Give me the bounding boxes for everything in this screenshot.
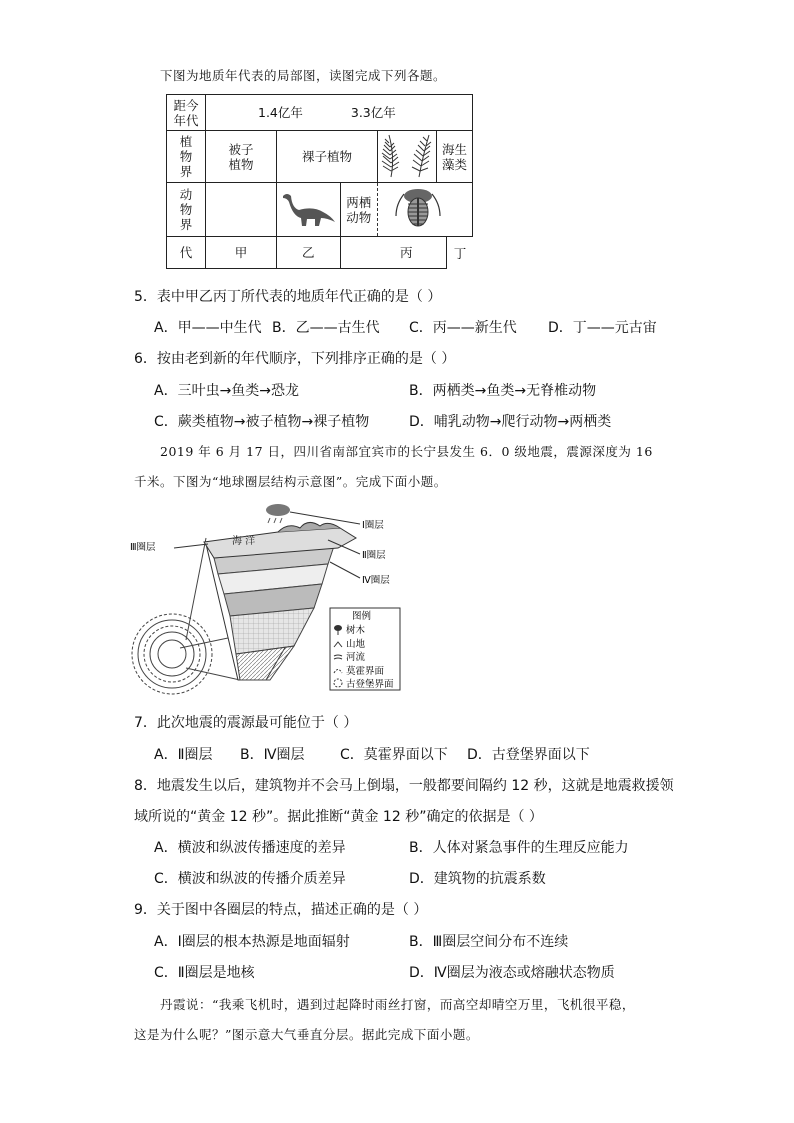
- layer-2-label: Ⅱ圈层: [362, 550, 386, 561]
- era-jia: 甲: [206, 237, 277, 269]
- age-1-4: 1.4亿年: [258, 105, 303, 120]
- era-yi: 乙: [277, 237, 341, 269]
- q5-option-c: C．丙——新生代: [409, 320, 517, 336]
- animal-empty-cell: [206, 183, 277, 237]
- trilobite-icon: [378, 184, 458, 232]
- q8-option-b: B．人体对紧急事件的生理反应能力: [409, 840, 629, 856]
- era-ding: 丁: [446, 237, 473, 269]
- intro-atmosphere-line2: 这是为什么呢？”图示意大气垂直分层。据此完成下面小题。: [134, 1027, 479, 1042]
- trilobite-illustration: [378, 183, 473, 237]
- cloud-rain-icon: [266, 504, 290, 523]
- dinosaur-illustration: [277, 183, 341, 237]
- layer-4-label: Ⅳ圈层: [362, 575, 390, 586]
- legend-river: 河流: [346, 652, 366, 663]
- age-3-3: 3.3亿年: [350, 105, 396, 120]
- row-label-animal: 动 物 界: [167, 183, 206, 237]
- intro-earthquake-line1: 2019 年 6 月 17 日，四川省南部宜宾市的长宁县发生 6．0 级地震，震源深度为 16: [160, 444, 653, 459]
- legend-title: 图例: [352, 611, 372, 622]
- diagram-legend: [330, 608, 400, 690]
- legend-gutenberg: 古登堡界面: [346, 679, 394, 690]
- algae-cell: 海生 藻类: [437, 131, 473, 183]
- amphibian-cell: 两栖 动物: [340, 183, 377, 237]
- angiosperm-cell: 被子 植物: [206, 131, 277, 183]
- q5-option-a: A．甲——中生代: [154, 320, 262, 336]
- q8-stem-line2: 域所说的“黄金 12 秒”。据此推断“黄金 12 秒”确定的依据是（ ）: [134, 809, 543, 825]
- ocean-label: 海 洋: [232, 536, 256, 547]
- legend-moho: 莫霍界面: [346, 666, 385, 677]
- intro-atmosphere-line1: 丹霞说：“我乘飞机时，遇到过起降时雨丝打窗，而高空却晴空万里，飞机很平稳，: [160, 997, 635, 1012]
- layer-1-label: Ⅰ圈层: [362, 520, 384, 531]
- q5-stem: 5．表中甲乙丙丁所代表的地质年代正确的是（ ）: [134, 289, 442, 305]
- gymnosperm-cell: 裸子植物: [277, 131, 378, 183]
- q7-option-c: C．莫霍界面以下: [340, 747, 448, 763]
- geologic-time-table: [166, 94, 473, 269]
- q8-option-a: A．横波和纵波传播速度的差异: [154, 840, 346, 856]
- q7-option-a: A．Ⅱ圈层: [154, 747, 213, 763]
- legend-tree: 树木: [346, 625, 366, 636]
- q7-stem: 7．此次地震的震源最可能位于（ ）: [134, 715, 358, 731]
- q9-stem: 9．关于图中各圈层的特点，描述正确的是（ ）: [134, 902, 428, 918]
- q9-option-b: B．Ⅲ圈层空间分布不连续: [409, 934, 569, 950]
- q9-option-d: D．Ⅳ圈层为液态或熔融状态物质: [409, 965, 615, 981]
- row-label-era: 代: [167, 237, 206, 269]
- q5-option-d: D．丁——元古宙: [548, 320, 657, 336]
- q5-option-b: B．乙——古生代: [272, 320, 380, 336]
- earth-layers-illustration: [128, 498, 418, 696]
- intro-earthquake-line2: 千米。下图为“地球圈层结构示意图”。完成下面小题。: [134, 474, 447, 489]
- dinosaur-icon: [279, 188, 337, 228]
- fern-illustration: [378, 131, 437, 183]
- q6-option-b: B．两栖类→鱼类→无脊椎动物: [409, 383, 597, 399]
- row-label-plant: 植 物 界: [167, 131, 206, 183]
- layer-3-label: Ⅲ圈层: [130, 542, 156, 553]
- q6-stem: 6．按由老到新的年代顺序，下列排序正确的是（ ）: [134, 351, 456, 367]
- q7-option-d: D．古登堡界面以下: [467, 747, 590, 763]
- fern-icon: [379, 131, 435, 179]
- legend-mountain: 山地: [346, 639, 366, 650]
- q8-option-d: D．建筑物的抗震系数: [409, 871, 546, 887]
- q6-option-a: A．三叶虫→鱼类→恐龙: [154, 383, 300, 399]
- q7-option-b: B．Ⅳ圈层: [240, 747, 305, 763]
- q6-option-c: C．蕨类植物→被子植物→裸子植物: [154, 414, 370, 430]
- q9-option-a: A．Ⅰ圈层的根本热源是地面辐射: [154, 934, 350, 950]
- q9-option-c: C．Ⅱ圈层是地核: [154, 965, 255, 981]
- earth-layer-diagram: [128, 498, 418, 696]
- q8-stem-line1: 8．地震发生以后，建筑物并不会马上倒塌，一般都要间隔约 12 秒，这就是地震救援领: [134, 778, 674, 794]
- intro-geologic-table: 下图为地质年代表的局部图，读图完成下列各题。: [160, 68, 447, 83]
- row-label-age: 距今 年代: [167, 95, 206, 131]
- q6-option-d: D．哺乳动物→爬行动物→两栖类: [409, 414, 612, 430]
- era-bing: 丙: [340, 237, 472, 269]
- q8-option-c: C．横波和纵波的传播介质差异: [154, 871, 346, 887]
